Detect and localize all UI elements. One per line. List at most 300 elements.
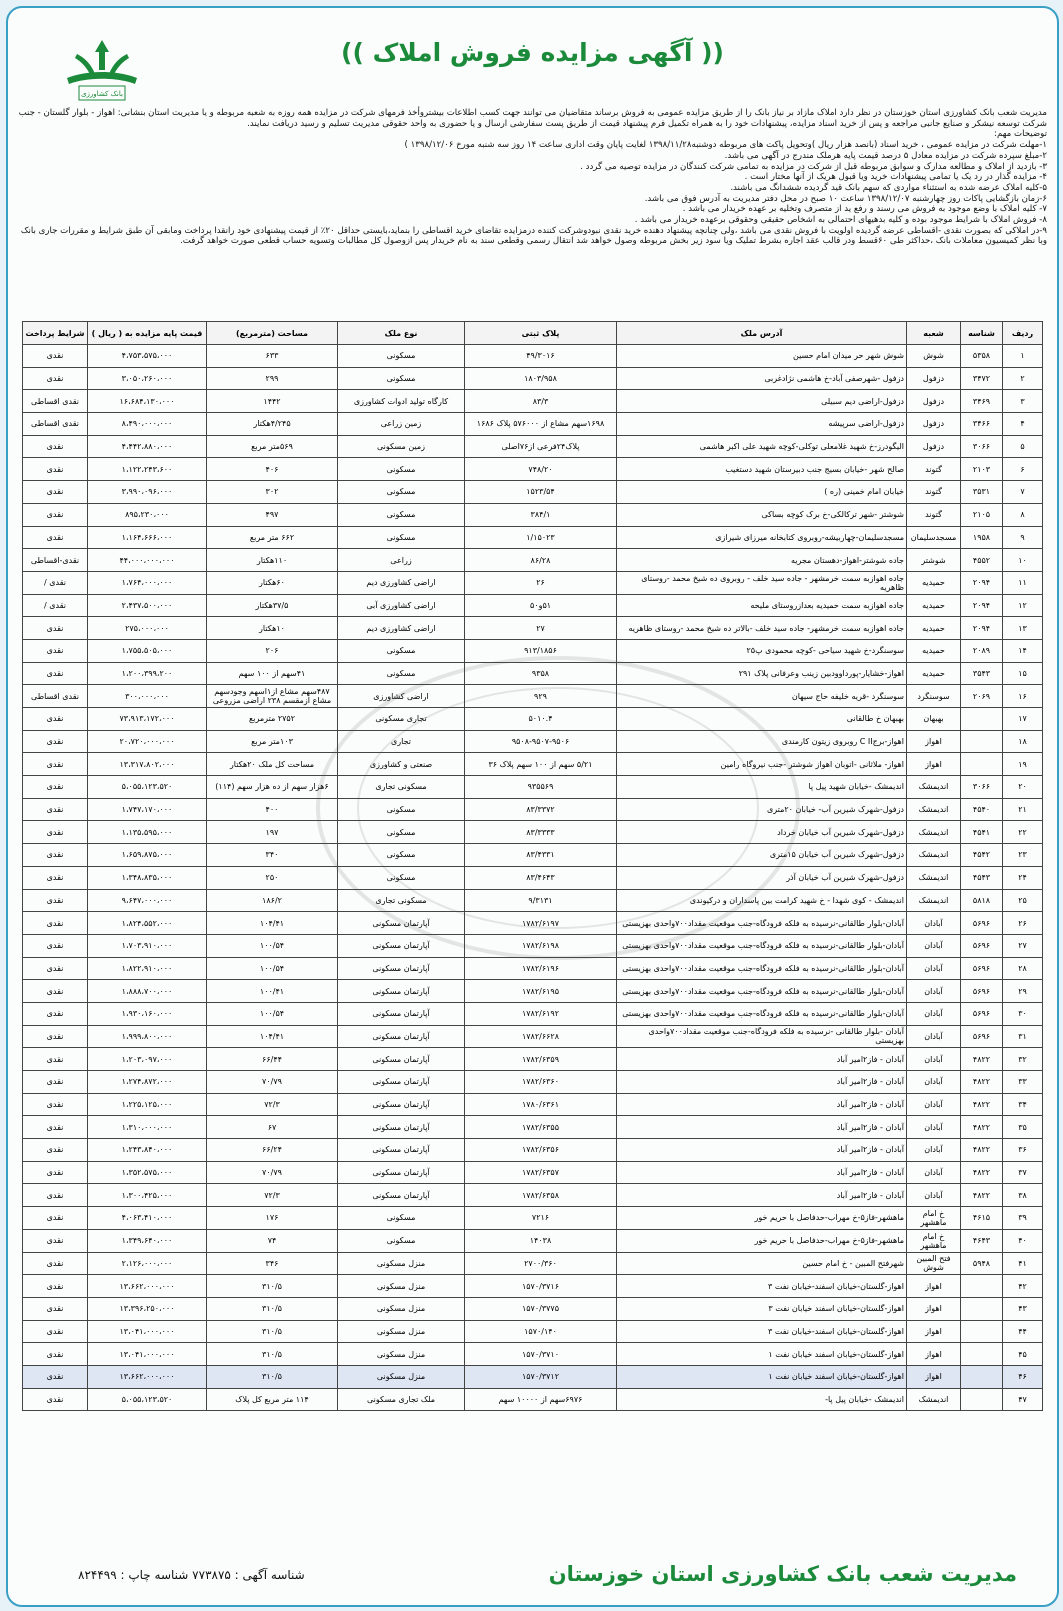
table-row — [23, 1184, 1043, 1207]
col-payment-terms-header: شرایط پرداخت — [23, 322, 88, 345]
col-plate-cell: ۹۳۵۵۶۹ — [465, 776, 617, 799]
col-property-type-cell: مسکونی — [338, 458, 465, 481]
col-row-number-cell: ۱۳ — [1003, 617, 1043, 640]
col-property-type-cell: منزل مسکونی — [338, 1343, 465, 1366]
col-id-cell — [961, 730, 1003, 753]
col-base-price-cell: ۱۳،۶۶۲،۰۰۰،۰۰۰ — [88, 1275, 207, 1298]
table-row — [23, 1365, 1043, 1388]
col-property-type-cell: آپارتمان مسکونی — [338, 1025, 465, 1048]
col-area-cell: ۱۰۴/۴۱ — [207, 1025, 338, 1048]
col-property-type-cell: آپارتمان مسکونی — [338, 1048, 465, 1071]
table-row — [23, 798, 1043, 821]
col-address-cell: شوش شهر حر میدان امام حسین — [617, 345, 907, 368]
table-row — [23, 390, 1043, 413]
col-address-cell: اهواز-گلستان-خیابان اسفند خیابان نفت ۳ — [617, 1297, 907, 1320]
col-base-price-cell: ۱،۲۰۰،۳۹۹،۲۰۰ — [88, 662, 207, 685]
intro-paragraph: مدیریت شعب بانک کشاورزی استان خوزستان در نظر دارد املاک مازاد بر نیاز بانک را از طریق مزایده عمومی به فروش برساند متقاضیان می توانند جهت کسب اطلاعات بیشتروأخذ فرمهای شرکت در مزایده همه روزه به شعبه مربوطه و یا مدیریت استان بنشانی: اهواز - بلوار گلستان - جنب شرکت توسعه نیشکر و صنایع جانبی مراجعه و پس از خرید اسناد مزایده، پیشنهادات خود را به همراه تکمیل فرم پیشنهاد قیمت از طریق پست سفارشی ارسال و یا حضوری به واحد حقوقی مدیریت تسلیم و رسید دریافت نمایند. — [18, 108, 1047, 129]
col-area-cell: ۴/۲۴۵هکتار — [207, 413, 338, 436]
col-base-price-cell: ۱،۳۴۹،۶۴۰،۰۰۰ — [88, 1229, 207, 1252]
col-base-price-cell: ۱،۹۹۹،۸۰۰،۰۰۰ — [88, 1025, 207, 1048]
col-property-type-cell: مسکونی — [338, 866, 465, 889]
col-payment-terms-cell: نقدی — [23, 367, 88, 390]
note-item: ۲-مبلغ سپرده شرکت در مزایده معادل ۵ درصد قیمت پایه هرملک مندرج در آگهی می باشد. — [724, 150, 1047, 161]
col-id-cell — [961, 1388, 1003, 1411]
col-row-number-cell: ۲۱ — [1003, 798, 1043, 821]
col-plate-cell: ۱۵۲۳/۵۴ — [465, 481, 617, 504]
col-address-cell: آبادان -بلوار طالقانی -نرسیده به فلکه فرودگاه-جنب موقعیت مقداد۷۰۰واحدی بهزیستی — [617, 1025, 907, 1048]
table-row — [23, 435, 1043, 458]
col-area-cell: ۴۹۷ — [207, 503, 338, 526]
col-row-number-cell: ۳۹ — [1003, 1207, 1043, 1230]
col-base-price-cell: ۱،۶۵۹،۸۷۵،۰۰۰ — [88, 844, 207, 867]
col-row-number-cell: ۱۴ — [1003, 639, 1043, 662]
table-row — [23, 1343, 1043, 1366]
col-address-cell: اهواز-گلستان-خیابان اسفند خیابان نفت ۱ — [617, 1343, 907, 1366]
col-id-cell: ۱۹۵۸ — [961, 526, 1003, 549]
table-row — [23, 1139, 1043, 1162]
col-property-type-cell: آپارتمان مسکونی — [338, 980, 465, 1003]
col-address-cell: دزفول-شهرک شیرین آب- خیابان ۲۰متری — [617, 798, 907, 821]
col-payment-terms-cell: نقدی-اقساطی — [23, 549, 88, 572]
col-plate-cell: ۱۷۸۲/۶۳۵۹ — [465, 1048, 617, 1071]
col-base-price-cell: ۴۴،۰۰۰،۰۰۰،۰۰۰ — [88, 549, 207, 572]
table-row — [23, 753, 1043, 776]
col-area-cell: ۷۲/۳ — [207, 1184, 338, 1207]
col-branch-cell: آبادان — [907, 1071, 961, 1094]
col-base-price-cell: ۱۳،۶۶۲،۰۰۰،۰۰۰ — [88, 1365, 207, 1388]
col-plate-cell: ۱۷۸۲/۶۳۵۷ — [465, 1161, 617, 1184]
col-branch-cell: دزفول — [907, 367, 961, 390]
col-id-cell: ۳۴۶۶ — [961, 413, 1003, 436]
col-plate-cell: ۱۵۷۰/۳۷۷۵ — [465, 1297, 617, 1320]
col-base-price-cell: ۸۹۵،۲۳۰،۰۰۰ — [88, 503, 207, 526]
col-address-cell: دزفول-شهرک شیرین آب خیابان خرداد — [617, 821, 907, 844]
col-id-cell — [961, 1365, 1003, 1388]
col-address-cell: اندیمشک -خیابان پیل پا- — [617, 1388, 907, 1411]
col-area-cell: ۱۷۶ — [207, 1207, 338, 1230]
note-item: ۸- فروش املاک با شرایط موجود بوده و کلیه بدهیهای احتمالی به اشخاص حقیقی وحقوقی برعهده خریدار می باشد . — [634, 215, 1047, 226]
col-base-price-header: قیمت پایه مزایده به ( ریال ) — [88, 322, 207, 345]
table-row — [23, 1002, 1043, 1025]
col-area-cell: ۵۶۹متر مربع — [207, 435, 338, 458]
col-property-type-cell: آپارتمان مسکونی — [338, 1116, 465, 1139]
col-property-type-cell: مسکونی — [338, 1207, 465, 1230]
col-branch-cell: شوش — [907, 345, 961, 368]
col-property-type-cell: آپارتمان مسکونی — [338, 957, 465, 980]
col-base-price-cell: ۱،۷۰۳،۹۱۰،۰۰۰ — [88, 934, 207, 957]
col-payment-terms-cell: نقدی — [23, 1002, 88, 1025]
col-row-number-cell: ۲۰ — [1003, 776, 1043, 799]
col-plate-cell: ۲۷۰۰/۳۶۰ — [465, 1252, 617, 1275]
col-property-type-cell: تجاری — [338, 730, 465, 753]
col-id-cell: ۴۵۵۲ — [961, 549, 1003, 572]
table-row — [23, 912, 1043, 935]
col-address-cell: آبادان-بلوار طالقانی-نرسیده به فلکه فرودگاه-جنب موقعیت مقداد۷۰۰واحدی بهزیستی — [617, 980, 907, 1003]
col-property-type-cell: ملک تجاری مسکونی — [338, 1388, 465, 1411]
col-payment-terms-cell: نقدی — [23, 1071, 88, 1094]
col-plate-cell: ۱۵۷۰/۳۷۱۲ — [465, 1365, 617, 1388]
col-branch-cell: فتح المبین شوش — [907, 1252, 961, 1275]
col-branch-cell: حمیدیه — [907, 617, 961, 640]
col-branch-cell: اهواز — [907, 1275, 961, 1298]
col-payment-terms-cell: نقدی — [23, 866, 88, 889]
col-area-cell: ۶۷ — [207, 1116, 338, 1139]
col-base-price-cell: ۱،۳۵۲،۵۷۵،۰۰۰ — [88, 1161, 207, 1184]
table-row — [23, 821, 1043, 844]
col-branch-cell: آبادان — [907, 1116, 961, 1139]
col-branch-cell: اهواز — [907, 1343, 961, 1366]
col-id-cell: ۴۸۲۲ — [961, 1139, 1003, 1162]
col-plate-cell: ۵۱و۵۰ — [465, 594, 617, 617]
col-row-number-cell: ۴۶ — [1003, 1365, 1043, 1388]
col-plate-cell: ۱۷۸۲/۶۱۹۸ — [465, 934, 617, 957]
col-address-cell: آبادان - فاز۲امیر آباد — [617, 1184, 907, 1207]
col-base-price-cell: ۳۰۰،۰۰۰،۰۰۰ — [88, 685, 207, 708]
col-row-number-cell: ۱۰ — [1003, 549, 1043, 572]
col-branch-cell: حمیدیه — [907, 662, 961, 685]
col-id-cell: ۲۱۰۵ — [961, 503, 1003, 526]
col-address-cell: آبادان-بلوار طالقانی-نرسیده به فلکه فرودگاه-جنب موقعیت مقداد۷۰۰واحدی بهزیستی — [617, 957, 907, 980]
col-id-cell — [961, 1297, 1003, 1320]
col-id-cell: ۵۶۹۶ — [961, 934, 1003, 957]
col-address-cell: آبادان - فاز۲امیر آباد — [617, 1161, 907, 1184]
col-payment-terms-cell: نقدی — [23, 1184, 88, 1207]
col-property-type-cell: اراضی کشاورزی دیم — [338, 617, 465, 640]
col-area-cell: ۷۰/۷۹ — [207, 1161, 338, 1184]
table-row — [23, 1207, 1043, 1230]
col-branch-cell: حمیدیه — [907, 571, 961, 594]
col-plate-cell: ۱۷۸۲/۶۱۹۶ — [465, 957, 617, 980]
col-payment-terms-cell: نقدی — [23, 980, 88, 1003]
col-base-price-cell: ۲،۱۲۶،۰۰۰،۰۰۰ — [88, 1252, 207, 1275]
col-address-cell: اهواز-خشایار-پورداوودبین زینب وعرفانی پلاک ۲۹۱ — [617, 662, 907, 685]
col-address-cell: اهواز-گلستان-خیابان اسفند-خیابان نفت ۳ — [617, 1320, 907, 1343]
col-area-cell: ۱۰هکتار — [207, 617, 338, 640]
col-payment-terms-cell: نقدی — [23, 1365, 88, 1388]
col-base-price-cell: ۱،۱۲۲،۲۴۳،۶۰۰ — [88, 458, 207, 481]
col-plate-cell: ۱۸۰۳/۹۵۸ — [465, 367, 617, 390]
col-base-price-cell: ۱،۲۷۴،۸۷۲،۰۰۰ — [88, 1071, 207, 1094]
col-plate-cell: ۶۹۷۶سهم از ۱۰۰۰۰ سهم — [465, 1388, 617, 1411]
col-address-cell: آبادان - فاز۲امیر آباد — [617, 1071, 907, 1094]
col-property-type-cell: مسکونی تجاری — [338, 776, 465, 799]
col-area-cell: ۶هزار سهم از ده هزار سهم (۱۱۴) — [207, 776, 338, 799]
col-payment-terms-cell: نقدی — [23, 1320, 88, 1343]
col-row-number-cell: ۳۱ — [1003, 1025, 1043, 1048]
col-payment-terms-cell: نقدی — [23, 1252, 88, 1275]
col-plate-cell: ۷۴۸/۲۰ — [465, 458, 617, 481]
table-row — [23, 844, 1043, 867]
col-address-cell: آبادان-بلوار طالقانی-نرسیده به فلکه فرودگاه-جنب موقعیت مقداد۷۰۰واحدی بهزیستی — [617, 1002, 907, 1025]
col-address-cell: اندیمشک - کوی شهدا - خ شهید کرامت بین پاسداران و درکیوندی — [617, 889, 907, 912]
table-row — [23, 526, 1043, 549]
col-area-cell: ۳۱۰/۵ — [207, 1297, 338, 1320]
col-plate-cell: ۱۷۸۲/۶۳۵۵ — [465, 1116, 617, 1139]
col-id-cell: ۲۱۰۳ — [961, 458, 1003, 481]
col-payment-terms-cell: نقدی — [23, 957, 88, 980]
col-id-cell: ۳۰۶۶ — [961, 435, 1003, 458]
col-address-cell: اهواز-گلستان-خیابان اسفند-خیابان نفت ۳ — [617, 1275, 907, 1298]
col-plate-cell: ۲۷ — [465, 617, 617, 640]
col-payment-terms-cell: نقدی / — [23, 571, 88, 594]
col-area-cell: ۳۱۰/۵ — [207, 1320, 338, 1343]
col-plate-cell: ۸۳/۳۳۳۳ — [465, 821, 617, 844]
table-row — [23, 957, 1043, 980]
table-row — [23, 639, 1043, 662]
col-branch-cell: دزفول — [907, 390, 961, 413]
col-base-price-cell: ۱،۲۲۵،۱۲۵،۰۰۰ — [88, 1093, 207, 1116]
col-row-number-cell: ۲۴ — [1003, 866, 1043, 889]
col-branch-cell: مسجدسلیمان — [907, 526, 961, 549]
col-area-cell: ۱۰۰/۵۴ — [207, 1002, 338, 1025]
col-area-cell: ۱۴۴۲ — [207, 390, 338, 413]
col-id-cell: ۴۸۲۲ — [961, 1116, 1003, 1139]
col-payment-terms-cell: نقدی — [23, 1161, 88, 1184]
notice-title: (( آگهی مزایده فروش املاک )) — [341, 38, 724, 67]
col-address-cell: شهرفتح المبین - خ امام حسین — [617, 1252, 907, 1275]
col-base-price-cell: ۸،۴۹۰،۰۰۰،۰۰۰ — [88, 413, 207, 436]
table-row — [23, 776, 1043, 799]
col-area-cell: ۶۶/۴۴ — [207, 1048, 338, 1071]
note-item: ۳- بازدید از املاک و مطالعه مدارک و سوابق مربوطه قبل از شرکت در مزایده به تمامی شرکت کنندگان در مزایده توصیه می گردد . — [580, 161, 1047, 172]
col-row-number-cell: ۹ — [1003, 526, 1043, 549]
col-area-cell: ۳۱۰/۵ — [207, 1275, 338, 1298]
col-id-cell: ۳۰۶۶ — [961, 776, 1003, 799]
col-plate-cell: ۱۷۸۰/۶۳۶۱ — [465, 1093, 617, 1116]
col-address-cell: ماهشهر-فاز۵-خ مهراب-حدفاصل با حریم خور — [617, 1229, 907, 1252]
col-id-cell: ۴۵۴۳ — [961, 866, 1003, 889]
col-payment-terms-cell: نقدی — [23, 1207, 88, 1230]
col-property-type-cell: تجاری مسکونی — [338, 708, 465, 731]
col-base-price-cell: ۱،۱۳۵،۵۹۵،۰۰۰ — [88, 821, 207, 844]
col-area-cell: ۱۹۷ — [207, 821, 338, 844]
col-base-price-cell: ۱،۳۰۰،۴۲۵،۰۰۰ — [88, 1184, 207, 1207]
note-item: ۴- مزایده گذار در رد یک یا تمامی پیشنهادات خرید ویا قبول هریک از آنها مختار است . — [744, 172, 1047, 183]
col-property-type-cell: مسکونی — [338, 798, 465, 821]
col-property-type-cell: آپارتمان مسکونی — [338, 1139, 465, 1162]
table-row — [23, 662, 1043, 685]
col-id-cell: ۳۵۳۱ — [961, 481, 1003, 504]
col-row-number-cell: ۴۱ — [1003, 1252, 1043, 1275]
col-property-type-cell: مسکونی — [338, 821, 465, 844]
col-branch-cell: اندیمشک — [907, 844, 961, 867]
table-header-row — [23, 322, 1043, 345]
col-payment-terms-cell: نقدی — [23, 1116, 88, 1139]
col-branch-cell: آبادان — [907, 1184, 961, 1207]
col-plate-cell: ۱۵۷۰/۱۴۰ — [465, 1320, 617, 1343]
col-address-cell: بهبهان خ طالقانی — [617, 708, 907, 731]
col-property-type-cell: مسکونی — [338, 1229, 465, 1252]
col-area-cell: ۲۰۶ — [207, 639, 338, 662]
col-id-cell — [961, 1275, 1003, 1298]
col-address-cell: مسجدسلیمان-چهاربیشه-روبروی کتابخانه میرزای شیرازی — [617, 526, 907, 549]
col-payment-terms-cell: نقدی / — [23, 594, 88, 617]
table-row — [23, 1229, 1043, 1252]
col-area-cell: ۷۴ — [207, 1229, 338, 1252]
col-base-price-cell: ۲،۴۳۷،۵۰۰،۰۰۰ — [88, 594, 207, 617]
table-row — [23, 503, 1043, 526]
col-plate-cell: ۸۶/۲۸ — [465, 549, 617, 572]
col-property-type-cell: زمین زراعی — [338, 413, 465, 436]
col-address-cell: دزفول-اراضی دیم سبیلی — [617, 390, 907, 413]
col-address-cell: آبادان - فاز۲امیر آباد — [617, 1116, 907, 1139]
col-payment-terms-cell: نقدی اقساطی — [23, 413, 88, 436]
col-branch-cell: بهبهان — [907, 708, 961, 731]
col-address-cell: اهواز-برجC II روبروی زیتون کارمندی — [617, 730, 907, 753]
col-address-cell: ماهشهر-فاز۵-خ مهراب-حدفاصل با حریم خور — [617, 1207, 907, 1230]
col-area-cell: ۳۴۰ — [207, 844, 338, 867]
col-base-price-cell: ۵،۰۵۵،۱۲۳،۵۲۰ — [88, 776, 207, 799]
col-property-type-cell: کارگاه تولید ادوات کشاورزی — [338, 390, 465, 413]
col-plate-cell: ۹۳۵۸ — [465, 662, 617, 685]
col-payment-terms-cell: نقدی — [23, 844, 88, 867]
col-branch-cell: آبادان — [907, 1139, 961, 1162]
col-base-price-cell: ۹،۶۴۷،۰۰۰،۰۰۰ — [88, 889, 207, 912]
col-base-price-cell: ۱،۸۲۴،۵۵۲،۰۰۰ — [88, 912, 207, 935]
col-plate-cell: ۱۴۰۳۸ — [465, 1229, 617, 1252]
table-row — [23, 730, 1043, 753]
col-branch-cell: آبادان — [907, 980, 961, 1003]
col-plate-cell: ۱۷۸۲/۶۱۹۷ — [465, 912, 617, 935]
col-id-cell: ۵۸۱۸ — [961, 889, 1003, 912]
col-property-type-cell: آپارتمان مسکونی — [338, 1184, 465, 1207]
col-property-type-cell: مسکونی — [338, 367, 465, 390]
col-row-number-cell: ۳۶ — [1003, 1139, 1043, 1162]
col-id-cell: ۴۸۲۲ — [961, 1161, 1003, 1184]
col-id-cell: ۲۰۹۴ — [961, 571, 1003, 594]
col-address-cell: دزفول -شهرصفی آباد-خ هاشمی نژادغربی — [617, 367, 907, 390]
col-payment-terms-cell: نقدی — [23, 503, 88, 526]
col-area-cell: ۲۷۵۲ مترمربع — [207, 708, 338, 731]
col-address-cell: اندیمشک -خیابان شهید پیل پا — [617, 776, 907, 799]
col-property-type-cell: منزل مسکونی — [338, 1275, 465, 1298]
col-branch-cell: اهواز — [907, 1297, 961, 1320]
col-area-cell: ۱۰۰/۵۴ — [207, 957, 338, 980]
col-id-cell: ۵۶۹۶ — [961, 980, 1003, 1003]
col-address-cell: آبادان-بلوار طالقانی-نرسیده به فلکه فرودگاه-جنب موقعیت مقداد۷۰۰واحدی بهزیستی — [617, 934, 907, 957]
table-row — [23, 1048, 1043, 1071]
col-row-number-cell: ۳۷ — [1003, 1161, 1043, 1184]
col-id-cell: ۴۶۱۵ — [961, 1207, 1003, 1230]
col-address-cell: آبادان - فاز۲امیر آباد — [617, 1048, 907, 1071]
col-row-number-cell: ۴۰ — [1003, 1229, 1043, 1252]
notes-list — [18, 140, 1047, 247]
col-base-price-cell: ۱،۲۴۳،۸۴۰،۰۰۰ — [88, 1139, 207, 1162]
col-branch-cell: دزفول — [907, 435, 961, 458]
col-branch-cell: اندیمشک — [907, 889, 961, 912]
col-payment-terms-cell: نقدی — [23, 458, 88, 481]
col-id-cell: ۴۸۲۲ — [961, 1048, 1003, 1071]
col-address-cell: آبادان - فاز۲امیر آباد — [617, 1139, 907, 1162]
col-row-number-cell: ۱ — [1003, 345, 1043, 368]
notes-heading: توضیحات مهم: — [994, 129, 1047, 140]
footer — [8, 1554, 1057, 1604]
col-base-price-cell: ۴،۷۵۳،۵۷۵،۰۰۰ — [88, 345, 207, 368]
footer-codes: شناسه آگهی : ۷۷۳۸۷۵ شناسه چاپ : ۸۲۴۴۹۹ — [78, 1568, 305, 1582]
table-row — [23, 1161, 1043, 1184]
col-branch-cell: دزفول — [907, 413, 961, 436]
col-address-cell: الیگودرز-خ شهید غلامعلی توکلی-کوچه شهید علی اکبر هاشمی — [617, 435, 907, 458]
col-area-cell: ۴۰۶ — [207, 458, 338, 481]
col-area-cell: ۱۱۰هکتار — [207, 549, 338, 572]
col-payment-terms-cell: نقدی — [23, 708, 88, 731]
col-row-number-cell: ۱۷ — [1003, 708, 1043, 731]
col-id-cell: ۳۴۶۹ — [961, 390, 1003, 413]
col-address-cell: دزفول-اراضی سرپیشه — [617, 413, 907, 436]
col-payment-terms-cell: نقدی — [23, 435, 88, 458]
table-row — [23, 413, 1043, 436]
col-plate-cell: ۱۷۸۲/۶۶۲۸ — [465, 1025, 617, 1048]
col-row-number-cell: ۲۷ — [1003, 934, 1043, 957]
col-property-type-cell: منزل مسکونی — [338, 1297, 465, 1320]
col-base-price-cell: ۱،۸۲۲،۹۱۰،۰۰۰ — [88, 957, 207, 980]
logo-caption: بانک کشاورزی — [81, 90, 123, 98]
col-base-price-cell: ۱۳،۰۴۱،۰۰۰،۰۰۰ — [88, 1343, 207, 1366]
col-base-price-cell: ۱،۷۶۴،۰۰۰،۰۰۰ — [88, 571, 207, 594]
col-base-price-cell: ۱۳،۳۹۶،۲۵۰،۰۰۰ — [88, 1297, 207, 1320]
table-row — [23, 549, 1043, 572]
col-payment-terms-cell: نقدی — [23, 776, 88, 799]
table-row — [23, 481, 1043, 504]
col-payment-terms-cell: نقدی — [23, 1025, 88, 1048]
col-plate-cell: ۵/۲۱ سهم از ۱۰۰ سهم پلاک ۳۶ — [465, 753, 617, 776]
col-row-number-cell: ۳۰ — [1003, 1002, 1043, 1025]
col-payment-terms-cell: نقدی اقساطی — [23, 390, 88, 413]
footer-bank-name: مدیریت شعب بانک کشاورزی استان خوزستان — [548, 1562, 1017, 1586]
col-branch-header: شعبه — [907, 322, 961, 345]
col-id-cell: ۴۶۴۳ — [961, 1229, 1003, 1252]
col-id-cell: ۲۰۸۹ — [961, 639, 1003, 662]
col-area-cell: ۲۵۰ — [207, 866, 338, 889]
col-plate-cell: ۹/۳۱۳۱ — [465, 889, 617, 912]
col-branch-cell: گتوند — [907, 503, 961, 526]
note-item: ۵-کلیه املاک عرضه شده به استثناء مواردی که سهم بانک قید گردیده ششدانگ می باشند. — [730, 182, 1047, 193]
col-property-type-cell: منزل مسکونی — [338, 1365, 465, 1388]
col-address-cell: جاده اهوازبه سمت خرمشهر- جاده سید خلف -بالاتر ده شیخ محمد -روستای ظاهریه — [617, 617, 907, 640]
col-branch-cell: اندیمشک — [907, 1388, 961, 1411]
col-area-cell: ۱۱۴ متر مربع کل پلاک — [207, 1388, 338, 1411]
table-row — [23, 1297, 1043, 1320]
col-branch-cell: خ امام ماهشهر — [907, 1207, 961, 1230]
col-address-cell: صالح شهر -خیابان بسیج جنب دبیرستان شهید دستغیب — [617, 458, 907, 481]
col-plate-cell: ۱۷۸۲/۶۳۵۶ — [465, 1139, 617, 1162]
col-area-cell: ۱۰۰/۵۴ — [207, 934, 338, 957]
col-payment-terms-cell: نقدی — [23, 1093, 88, 1116]
col-area-cell: ۳۴۶ — [207, 1252, 338, 1275]
col-id-cell: ۴۵۴۱ — [961, 821, 1003, 844]
col-base-price-cell: ۱،۳۱۰،۰۰۰،۰۰۰ — [88, 1116, 207, 1139]
col-branch-cell: اهواز — [907, 753, 961, 776]
col-plate-cell: ۱۷۸۲/۶۳۶۰ — [465, 1071, 617, 1094]
col-payment-terms-cell: نقدی — [23, 481, 88, 504]
col-id-cell: ۴۵۴۲ — [961, 844, 1003, 867]
col-address-cell: اهواز- ملاثانی -اتوبان اهواز شوشتر -جنب نیروگاه رامین — [617, 753, 907, 776]
col-row-number-cell: ۳۳ — [1003, 1071, 1043, 1094]
col-area-cell: ۳۱۰/۵ — [207, 1343, 338, 1366]
col-property-type-cell: اراضی کشاورزی آبی — [338, 594, 465, 617]
col-id-header: شناسه — [961, 322, 1003, 345]
table-row — [23, 1320, 1043, 1343]
col-area-cell: ۳۱۰/۵ — [207, 1365, 338, 1388]
col-id-cell — [961, 708, 1003, 731]
col-branch-cell: اهواز — [907, 730, 961, 753]
col-base-price-cell: ۱،۱۶۴،۶۶۶،۰۰۰ — [88, 526, 207, 549]
col-row-number-cell: ۲۸ — [1003, 957, 1043, 980]
col-branch-cell: اندیمشک — [907, 798, 961, 821]
col-row-number-cell: ۳ — [1003, 390, 1043, 413]
intro-text — [18, 108, 1047, 247]
col-area-cell: ۱۰۰/۴۱ — [207, 980, 338, 1003]
